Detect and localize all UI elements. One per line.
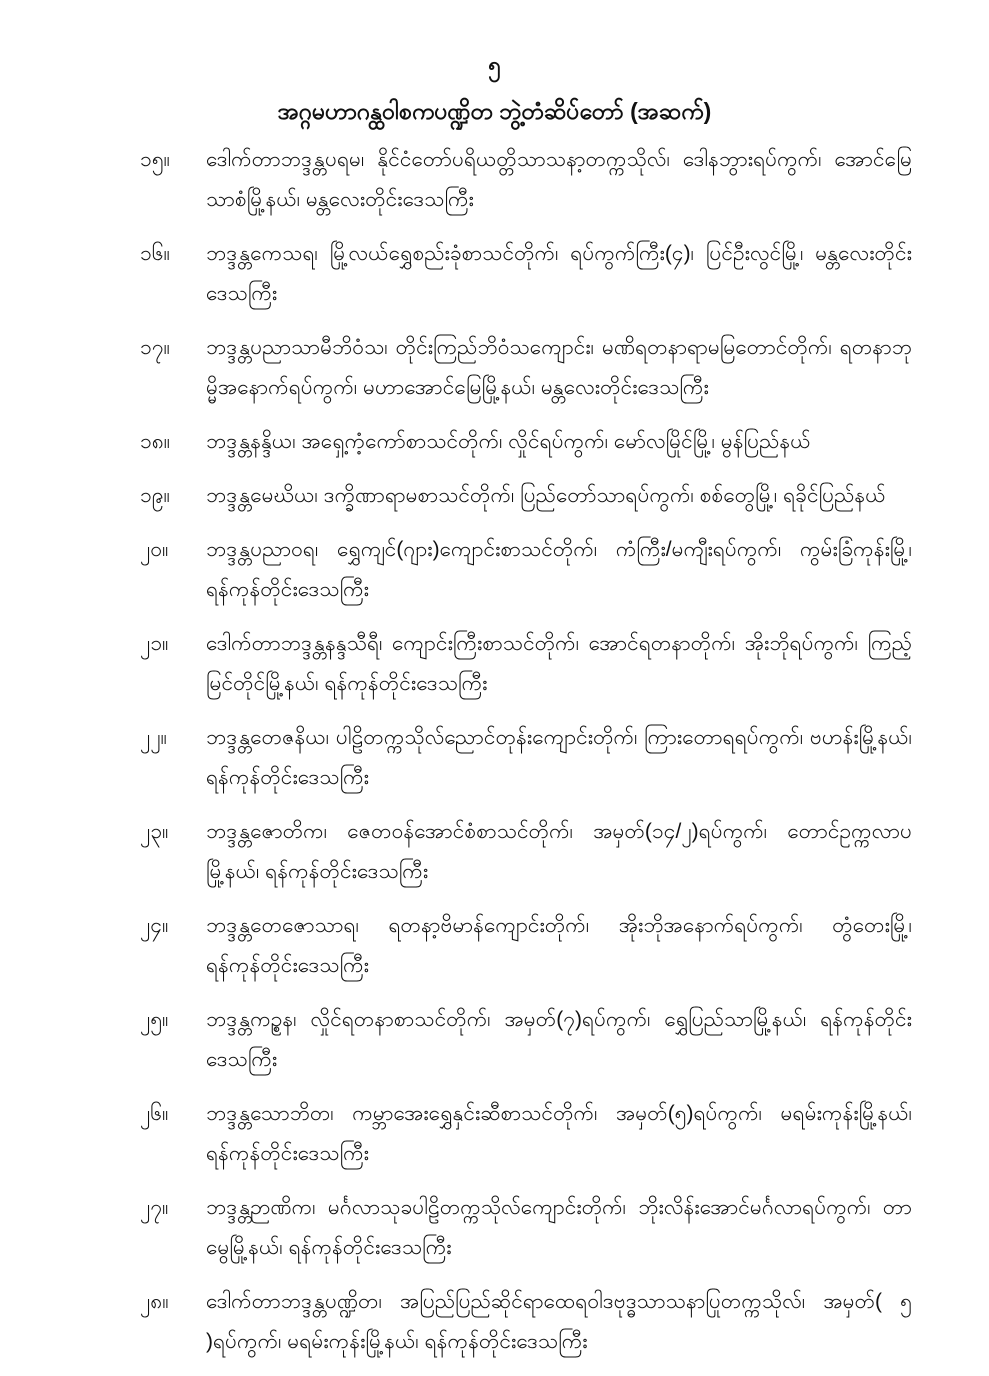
list-item (140, 906, 912, 986)
list-item (140, 140, 912, 220)
item-text: ဘဒ္ဒန္တကေသရ၊ မြို့လယ်ရွှေစည်းခုံစာသင်တိုက်၊ ရပ်ကွက်ကြီး(၄)၊ ပြင်ဦးလွင်မြို့၊ မန္တလေးတိုင်းဒေသကြီး (206, 242, 912, 305)
item-number: ၁၈။ (140, 430, 171, 453)
item-number: ၂၆။ (140, 1102, 169, 1125)
award-list (140, 140, 912, 1376)
page-number: ၅ (488, 52, 501, 77)
item-text: ဘဒ္ဒန္တတေဇနိယ၊ ပါဠိတက္ကသိုလ်ညောင်တုန်းကျောင်းတိုက်၊ ကြားတောရရပ်ကွက်၊ ဗဟန်းမြို့နယ်၊ ရန်ကုန်တိုင်းဒေသကြီး (206, 726, 912, 789)
item-text: ဘဒ္ဒန္တကဉ္စန၊ လှိုင်ရတနာစာသင်တိုက်၊ အမှတ်(၇)ရပ်ကွက်၊ ရွှေပြည်သာမြို့နယ်၊ ရန်ကုန်တိုင်းဒေသကြီး (206, 1008, 912, 1071)
list-item (140, 718, 912, 798)
item-number: ၂၈။ (140, 1290, 169, 1313)
list-item (140, 422, 912, 462)
item-number: ၂၇။ (140, 1196, 169, 1219)
item-text: ဒေါက်တာဘဒ္ဒန္တပရမ၊ နိုင်ငံတော်ပရိယတ္တိသာသနာ့တက္ကသိုလ်၊ ဒေါနဘွားရပ်ကွက်၊ အောင်မြေသာစံမြို့နယ်၊ မန္တလေးတိုင်းဒေသကြီး (206, 148, 912, 211)
item-text: ဘဒ္ဒန္တနန္ဒိယ၊ အရှေ့ကံ့ကော်စာသင်တိုက်၊ လှိုင်ရပ်ကွက်၊ မော်လမြိုင်မြို့၊ မွန်ပြည်နယ် (206, 430, 811, 453)
item-text: ဘဒ္ဒန္တပညာဝရ၊ ရွှေကျင်(ဂျား)ကျောင်းစာသင်တိုက်၊ ကံကြီး/မကျီးရပ်ကွက်၊ ကွမ်းခြံကုန်းမြို့၊ ရန်ကုန်တိုင်းဒေသကြီး (206, 538, 912, 601)
list-item (140, 1000, 912, 1080)
item-text: ဘဒ္ဒန္တသောဘိတ၊ ကမ္ဘာအေးရွှေနှင်းဆီစာသင်တိုက်၊ အမှတ်(၅)ရပ်ကွက်၊ မရမ်းကုန်းမြို့နယ်၊ ရန်ကုန်တိုင်းဒေသကြီး (206, 1102, 912, 1165)
item-number: ၁၇။ (140, 336, 170, 359)
item-text: ဒေါက်တာဘဒ္ဒန္တပဏ္ဍိတ၊ အပြည်ပြည်ဆိုင်ရာထေရဝါဒဗုဒ္ဓသာသနာပြုတက္ကသိုလ်၊ အမှတ်( ၅ )ရပ်ကွက်၊ မရမ်းကုန်းမြို့နယ်၊ ရန်ကုန်တိုင်းဒေသကြီး (206, 1290, 912, 1353)
item-number: ၂၂။ (140, 726, 167, 749)
document-title: အဂ္ဂမဟာဂန္ထဝါစကပဏ္ဍိတ ဘွဲ့တံဆိပ်တော် (အဆက်) (277, 98, 712, 124)
list-item (140, 812, 912, 892)
list-item (140, 1188, 912, 1268)
list-item (140, 530, 912, 610)
item-number: ၂၄။ (140, 914, 169, 937)
item-text: ဘဒ္ဒန္တမေဃိယ၊ ဒက္ခိဏာရာမစာသင်တိုက်၊ ပြည်တော်သာရပ်ကွက်၊ စစ်တွေမြို့၊ ရခိုင်ပြည်နယ် (206, 484, 886, 507)
item-text: ဘဒ္ဒန္တဉာဏိက၊ မင်္ဂလာသုခပါဠိတက္ကသိုလ်ကျောင်းတိုက်၊ ဘိုးလိန်းအောင်မင်္ဂလာရပ်ကွက်၊ တာမွေမြို့နယ်၊ ရန်ကုန်တိုင်းဒေသကြီး (206, 1196, 912, 1259)
item-text: ဘဒ္ဒန္တတေဇောသာရ၊ ရတနာ့ဗိမာန်ကျောင်းတိုက်၊ အိုးဘိုအနောက်ရပ်ကွက်၊ တွံတေးမြို့၊ ရန်ကုန်တိုင်းဒေသကြီး (206, 914, 912, 977)
item-number: ၂၅။ (140, 1008, 169, 1031)
item-text: ဒေါက်တာဘဒ္ဒန္တနန္ဒသီရီ၊ ကျောင်းကြီးစာသင်တိုက်၊ အောင်ရတနာတိုက်၊ အိုးဘိုရပ်ကွက်၊ ကြည့်မြင်တိုင်မြို့နယ်၊ ရန်ကုန်တိုင်းဒေသကြီး (206, 632, 912, 695)
item-number: ၂၀။ (140, 538, 169, 561)
list-item (140, 476, 912, 516)
list-item (140, 1282, 912, 1362)
item-number: ၁၆။ (140, 242, 170, 265)
item-number: ၁၅။ (140, 148, 170, 171)
item-text: ဘဒ္ဒန္တပညာသာမီဘိဝံသ၊ တိုင်းကြည်ဘိဝံသကျောင်း၊ မဏိရတနာရာမမြတောင်တိုက်၊ ရတနာဘုမ္မိအနောက်ရပ်ကွက်၊ မဟာအောင်မြေမြို့နယ်၊ မန္တလေးတိုင်းဒေသကြီး (206, 336, 912, 399)
item-number: ၁၉။ (140, 484, 170, 507)
list-item (140, 1094, 912, 1174)
list-item (140, 328, 912, 408)
item-number: ၂၃။ (140, 820, 169, 843)
item-text: ဘဒ္ဒန္တဇောတိက၊ ဇေတဝန်အောင်စံစာသင်တိုက်၊ အမှတ်(၁၄/၂)ရပ်ကွက်၊ တောင်ဥက္ကလာပမြို့နယ်၊ ရန်ကုန်တိုင်းဒေသကြီး (206, 820, 912, 883)
list-item (140, 234, 912, 314)
list-item (140, 624, 912, 704)
item-number: ၂၁။ (140, 632, 169, 655)
